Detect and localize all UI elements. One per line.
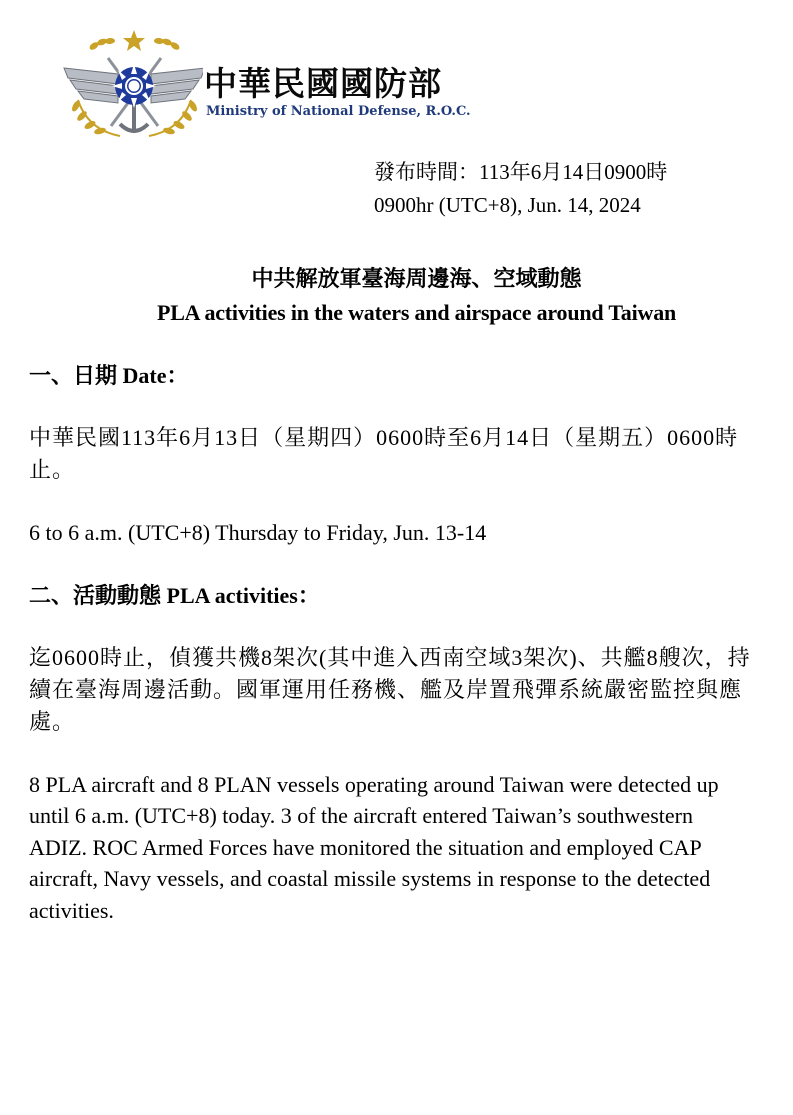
section-activities-en: 8 PLA aircraft and 8 PLAN vessels operating around Taiwan were detected up until 6 a.m. (UTC+8) today. 3 of the aircraft entered Taiwan’s southwestern ADIZ. ROC Armed Forces have monitored the situation and employed CAP aircraft, Navy vessels, and coastal missile systems in response to the detected activities.	[29, 771, 719, 923]
release-time	[374, 156, 667, 222]
document-body	[29, 360, 754, 926]
ministry-name-zh: 中華民國國防部	[204, 64, 442, 103]
release-time-zh: 發布時間：113年6月14日0900時	[374, 160, 668, 184]
section-date-en: 6 to 6 a.m. (UTC+8) Thursday to Friday, Jun. 13-14	[29, 520, 487, 545]
section-date-zh: 中華民國113年6月13日（星期四）0600時至6月14日（星期五）0600時止。	[29, 425, 739, 482]
ministry-logo	[58, 28, 508, 143]
document-title	[0, 262, 793, 330]
ministry-name-en: Ministry of National Defense, R.O.C.	[206, 104, 471, 119]
section-date-heading: 一、日期 Date：	[29, 363, 189, 388]
section-activities-zh: 迄0600時止，偵獲共機8架次(其中進入西南空域3架次)、共艦8艘次，持續在臺海周邊活動。國軍運用任務機、艦及岸置飛彈系統嚴密監控與應處。	[29, 644, 751, 734]
release-time-en: 0900hr (UTC+8), Jun. 14, 2024	[374, 193, 641, 217]
title-zh: 中共解放軍臺海周邊海、空域動態	[251, 266, 582, 291]
section-activities-heading: 二、活動動態 PLA activities：	[29, 582, 320, 608]
title-en: PLA activities in the waters and airspace around Taiwan	[156, 300, 677, 325]
mnd-emblem-icon	[58, 28, 203, 143]
